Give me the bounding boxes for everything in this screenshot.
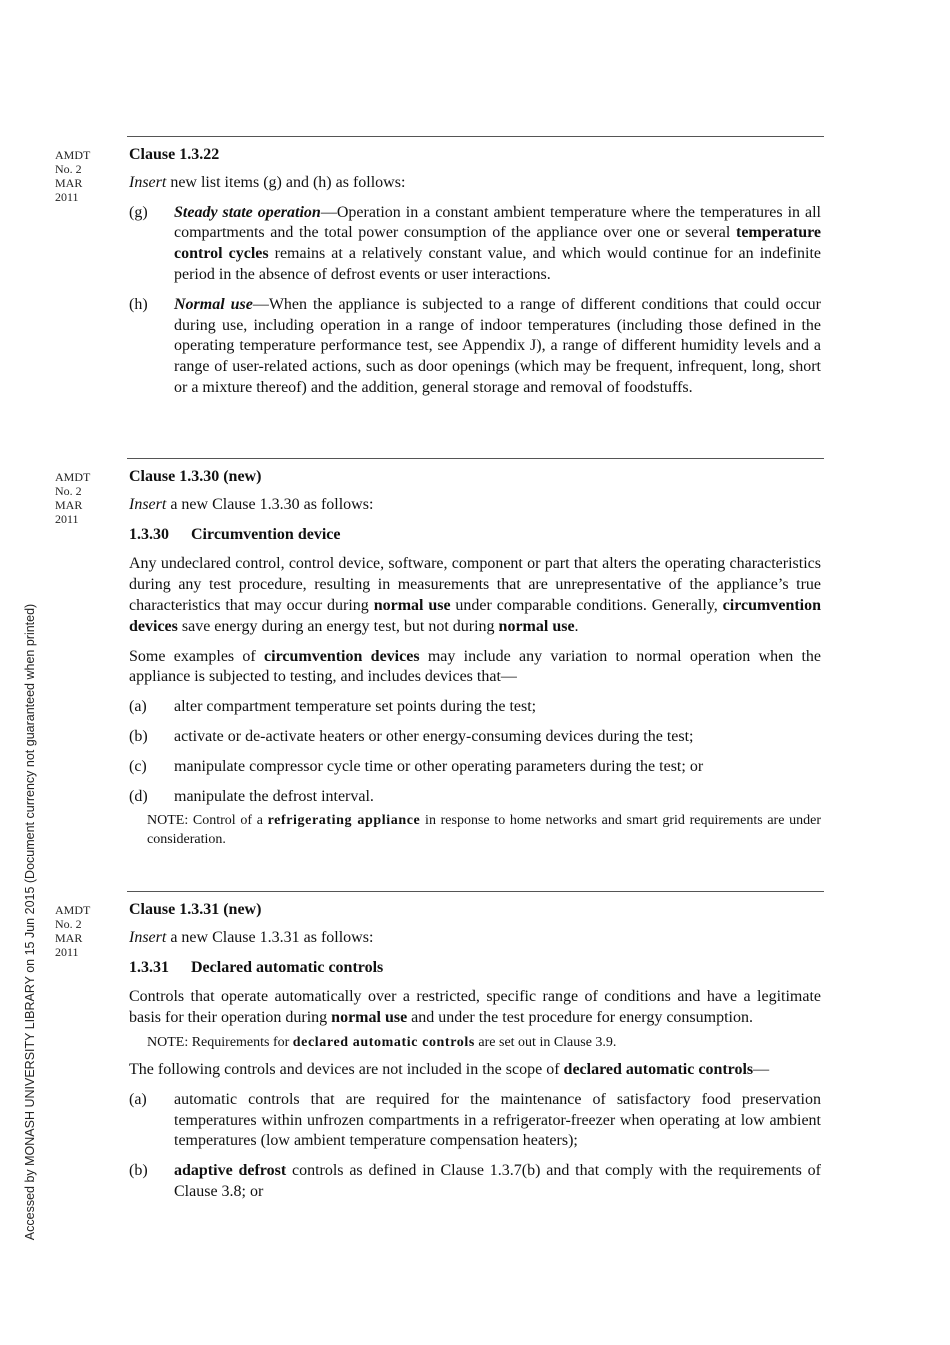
amendment-label: AMDT — [55, 903, 91, 917]
defined-term-reference: circumvention devices — [129, 596, 822, 635]
list-item-a — [129, 697, 821, 718]
list-item-label: (a) — [129, 698, 147, 716]
note: NOTE: Control of a refrigerating appliance in response to home networks and smart grid requirements are under consideration. — [147, 813, 821, 848]
list-item-label: (c) — [129, 757, 147, 775]
intro-text: a new Clause 1.3.30 as follows: — [166, 495, 374, 513]
definition-number: 1.3.31 — [129, 958, 169, 976]
definition-title: Declared automatic controls — [191, 958, 384, 976]
definition-paragraph: Any undeclared control, control device, software, component or part that alters the operating characteristics during any test procedure, resulting in measurements that are unrepresentative of the appliance’s true characteristics that may occur during normal use under comparable conditions. Generally, circumvention devices save energy during an energy test, but not during normal use. — [129, 555, 822, 635]
amendment-year: 2011 — [55, 512, 79, 526]
access-watermark — [0, 0, 60, 1345]
section-divider — [127, 458, 824, 459]
section-divider — [127, 891, 824, 892]
list-item-b — [129, 1161, 821, 1203]
defined-term-reference: circumvention devices — [264, 647, 420, 665]
amendment-label: AMDT — [55, 148, 91, 162]
amendment-month: MAR — [55, 498, 83, 512]
clause-title: Clause 1.3.30 (new) — [129, 468, 262, 485]
amendment-number: No. 2 — [55, 162, 82, 176]
list-item-text: manipulate the defrost interval. — [174, 787, 374, 805]
amendment-marker — [55, 470, 115, 526]
defined-term-reference: declared automatic controls — [292, 1034, 475, 1050]
definition-text: —When the appliance is subjected to a range of different conditions that could occur during use, including operation in a range of indoor temperatures (including those defined in the operating temperature performance test, see Appendix J), a range of different humidity levels and a range of user-related actions, such as door openings (which may be frequent, infrequent, long, short or a mixture thereof) and the addition, general storage and removal of foodstuffs. — [174, 295, 821, 396]
section-divider — [127, 136, 824, 137]
clause-intro — [129, 173, 821, 194]
clause-1-3-22 — [129, 145, 821, 408]
amendment-year: 2011 — [55, 190, 79, 204]
list-item-text: manipulate compressor cycle time or other operating parameters during the test; or — [174, 757, 704, 775]
intro-insert-word: Insert — [129, 173, 167, 191]
examples-paragraph: Some examples of circumvention devices may include any variation to normal operation when the appliance is subjected to testing, and includes devices that— — [129, 647, 822, 686]
amendment-marker — [55, 903, 115, 959]
list-item-g — [129, 203, 821, 286]
defined-term-reference: normal use — [498, 617, 575, 635]
defined-term: Steady state operation — [174, 203, 321, 221]
defined-term-reference: adaptive defrost — [174, 1162, 287, 1180]
list-item-text: controls as defined in Clause 1.3.7(b) and that comply with the requirements of Clause 3.8; or — [174, 1162, 821, 1200]
intro-insert-word: Insert — [129, 495, 167, 513]
amendment-month: MAR — [55, 176, 83, 190]
amendment-label: AMDT — [55, 470, 91, 484]
defined-term: Normal use — [174, 295, 253, 313]
clause-1-3-31 — [129, 900, 821, 1212]
access-watermark-text: Accessed by MONASH UNIVERSITY LIBRARY on 15 Jun 2015 (Document currency not guaranteed when printed) — [23, 603, 37, 1241]
list-item-text: activate or de-activate heaters or other energy-consuming devices during the test; — [174, 727, 694, 745]
intro-text: new list items (g) and (h) as follows: — [166, 173, 406, 191]
list-item-label: (h) — [129, 295, 148, 313]
list-item-label: (g) — [129, 203, 148, 221]
definition-text: —Operation in a constant ambient temperature where the temperatures in all compartments and the total power consumption of the appliance over one or several — [174, 203, 821, 242]
list-item-c — [129, 757, 821, 778]
list-item-a — [129, 1090, 821, 1152]
defined-term-reference: normal use — [373, 596, 451, 614]
clause-intro — [129, 928, 821, 949]
list-item-label: (a) — [129, 1090, 147, 1108]
clause-1-3-30 — [129, 467, 821, 857]
amendment-month: MAR — [55, 931, 83, 945]
amendment-marker — [55, 148, 115, 204]
definition-number: 1.3.30 — [129, 525, 169, 543]
amendment-number: No. 2 — [55, 484, 82, 498]
amendment-year: 2011 — [55, 945, 79, 959]
clause-title: Clause 1.3.31 (new) — [129, 901, 262, 918]
definition-heading — [129, 958, 821, 979]
defined-term-reference: declared automatic controls — [563, 1060, 754, 1078]
list-item-b — [129, 727, 821, 748]
list-item-text: alter compartment temperature set points during the test; — [174, 698, 537, 716]
defined-term-reference: refrigerating appliance — [267, 813, 421, 829]
definition-paragraph: Controls that operate automatically over a restricted, specific range of conditions and have a legitimate basis for their operation during normal use and under the test procedure for energy consumption. — [129, 988, 821, 1027]
note: NOTE: Requirements for declared automatic controls are set out in Clause 3.9. — [147, 1034, 617, 1050]
defined-term-reference: normal use — [331, 1009, 408, 1027]
list-item-label: (b) — [129, 727, 148, 745]
defined-term-reference: temperature control cycles — [174, 224, 821, 263]
list-item-d — [129, 787, 821, 808]
list-item-label: (d) — [129, 787, 148, 805]
list-item-text: automatic controls that are required for the maintenance of satisfactory food preservation temperatures within unfrozen compartments in a refrigerator-freezer when operating at low ambient temperatures (low ambient temperature compensation heaters); — [174, 1090, 821, 1150]
exclusions-paragraph: The following controls and devices are not included in the scope of declared automatic controls— — [129, 1060, 770, 1078]
definition-text: remains at a relatively constant value, and which would continue for an indefinite period in the absence of defrost events or user interactions. — [174, 245, 822, 283]
list-item-h — [129, 295, 821, 399]
definition-heading — [129, 525, 821, 546]
definition-title: Circumvention device — [191, 525, 341, 543]
amendment-number: No. 2 — [55, 917, 82, 931]
list-item-label: (b) — [129, 1162, 148, 1180]
intro-text: a new Clause 1.3.31 as follows: — [166, 928, 374, 946]
clause-intro — [129, 495, 821, 516]
intro-insert-word: Insert — [129, 928, 167, 946]
clause-title: Clause 1.3.22 — [129, 146, 220, 163]
